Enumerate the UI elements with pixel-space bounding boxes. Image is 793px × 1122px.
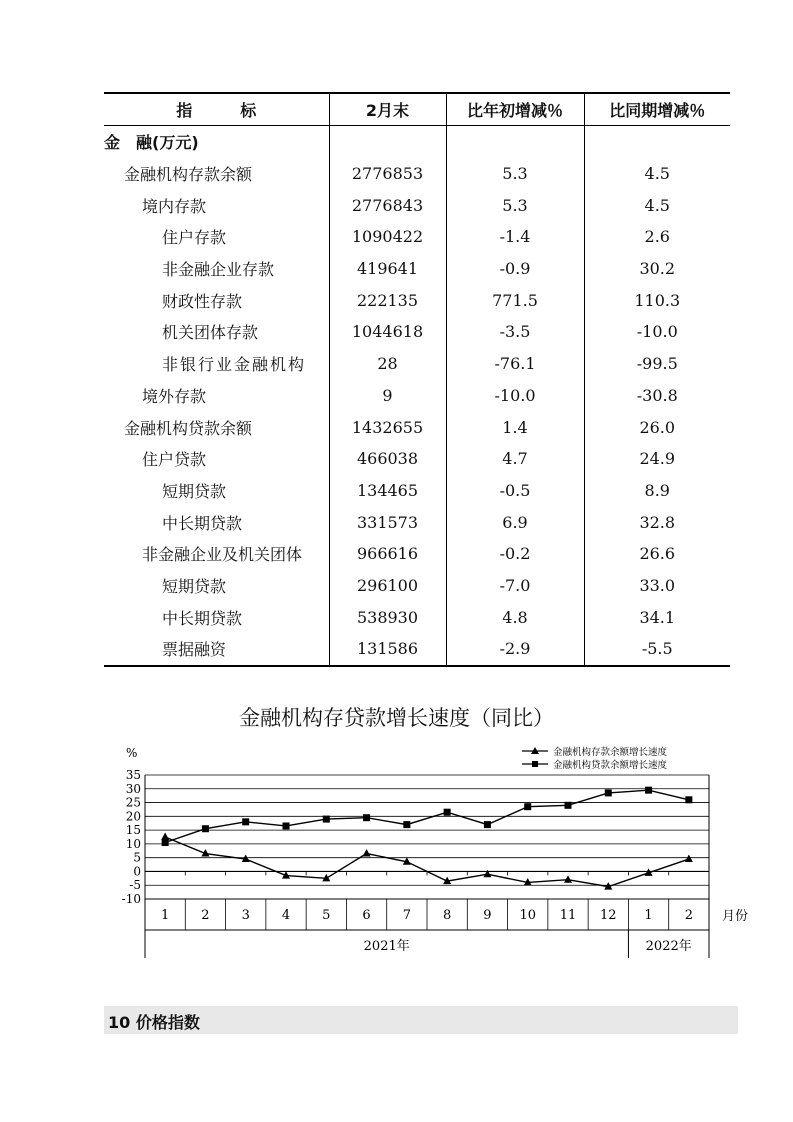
header-indicator: 指 标 [104,93,329,126]
loan-point [565,802,572,809]
row-yoy-change: 32.8 [584,506,730,538]
header-ytd-change: 比年初增减％ [446,93,584,126]
deposit-point [161,833,169,841]
row-yoy-change: -99.5 [584,348,730,380]
row-name: 境内存款 [142,196,207,216]
row-yoy-change: 30.2 [584,253,730,285]
section-heading-bar [104,1006,738,1034]
row-yoy-change: 110.3 [584,284,730,316]
row-name: 财政性存款 [162,291,243,311]
row-ytd-change: -1.4 [446,221,584,253]
row-value: 222135 [329,284,446,316]
row-ytd-change: 5.3 [446,189,584,221]
row-value: 538930 [329,601,446,633]
row-yoy-change: 26.6 [584,538,730,570]
row-ytd-change: -10.0 [446,380,584,412]
row-name: 住户贷款 [142,450,207,470]
year-label: 2021年 [363,939,410,954]
header-feb-end: 2月末 [329,93,446,126]
y-axis-label: % [126,746,138,760]
row-yoy-change: -30.8 [584,380,730,412]
x-tick-label: 9 [483,908,492,923]
row-ytd-change: -0.9 [446,253,584,285]
loan-point [283,822,290,829]
row-value: 331573 [329,506,446,538]
y-tick-label: 25 [125,795,141,810]
year-label: 2022年 [645,939,692,954]
section-heading: 10 价格指数 [108,1013,200,1032]
x-tick-label: 6 [362,908,371,923]
row-value: 1090422 [329,221,446,253]
loan-point [685,796,692,803]
section-label: 金 融(万元) [104,133,199,153]
row-value: 9 [329,380,446,412]
deposit-point [685,855,693,863]
y-tick-label: 15 [125,823,141,838]
row-name: 非银行业金融机构 [162,355,307,375]
row-ytd-change: 1.4 [446,411,584,443]
row-value: 1432655 [329,411,446,443]
loan-point [524,803,531,810]
x-tick-label: 12 [600,908,617,923]
row-value: 966616 [329,538,446,570]
row-value: 419641 [329,253,446,285]
row-yoy-change: 4.5 [584,158,730,190]
loan-point [242,818,249,825]
row-name: 金融机构存款余额 [124,165,253,185]
x-tick-label: 7 [402,908,411,923]
x-tick-label: 2 [684,908,693,923]
y-tick-label: 0 [133,864,141,879]
row-name: 短期贷款 [162,576,227,596]
x-tick-label: 10 [519,908,536,923]
row-value: 2776853 [329,158,446,190]
deposit-point [483,870,491,878]
row-value: 296100 [329,570,446,602]
row-ytd-change: 6.9 [446,506,584,538]
y-tick-label: 20 [125,809,141,824]
y-tick-label: -10 [121,892,141,906]
row-yoy-change: 8.9 [584,475,730,507]
row-ytd-change: -3.5 [446,316,584,348]
y-tick-label: 35 [125,768,141,782]
y-tick-label: 10 [125,836,141,851]
legend-label: 金融机构贷款余额增长速度 [553,760,668,771]
x-tick-label: 11 [559,908,577,923]
row-yoy-change: 2.6 [584,221,730,253]
row-ytd-change: -2.9 [446,633,584,666]
row-ytd-change: 4.7 [446,443,584,475]
row-value: 2776843 [329,189,446,221]
loan-point [444,809,451,816]
row-yoy-change: 4.5 [584,189,730,221]
row-value: 134465 [329,475,446,507]
x-axis-label: 月份 [722,909,749,924]
loan-point [605,789,612,796]
row-yoy-change: 26.0 [584,411,730,443]
row-value: 466038 [329,443,446,475]
row-ytd-change: 5.3 [446,158,584,190]
row-ytd-change: -0.5 [446,475,584,507]
y-tick-label: 5 [133,850,141,865]
loan-point [202,825,209,832]
row-name: 中长期贷款 [162,513,243,533]
row-name: 非金融企业存款 [162,260,275,280]
x-tick-label: 2 [201,908,210,923]
row-name: 金融机构贷款余额 [124,418,253,438]
row-name: 票据融资 [104,633,329,666]
row-yoy-change: 24.9 [584,443,730,475]
header-yoy-change: 比同期增减％ [584,93,730,126]
x-tick-label: 5 [322,908,331,923]
loan-point [162,839,169,846]
row-name: 机关团体存款 [162,323,259,343]
x-tick-label: 1 [644,908,653,923]
y-tick-label: 30 [125,781,141,796]
loan-point [484,821,491,828]
row-name: 短期贷款 [162,481,227,501]
loan-point [645,787,652,794]
x-tick-label: 1 [161,908,170,923]
row-value: 1044618 [329,316,446,348]
row-yoy-change: 34.1 [584,601,730,633]
row-name: 中长期贷款 [162,608,243,628]
legend-square-icon [532,761,538,767]
loan-point [403,821,410,828]
x-tick-label: 4 [281,908,291,923]
row-name: 非金融企业及机关团体 [142,545,303,565]
loan-point [363,814,370,821]
y-tick-label: -5 [129,878,141,893]
row-ytd-change: 771.5 [446,284,584,316]
x-tick-label: 8 [443,908,452,923]
row-yoy-change: -5.5 [584,633,730,666]
row-name: 境外存款 [142,386,207,406]
row-ytd-change: -7.0 [446,570,584,602]
loan-point [323,816,330,823]
row-yoy-change: 33.0 [584,570,730,602]
row-value: 131586 [329,633,446,666]
row-name: 住户存款 [162,228,227,248]
row-ytd-change: -0.2 [446,538,584,570]
chart-title: 金融机构存贷款增长速度（同比） [239,706,554,730]
deposit-point [363,849,371,857]
row-ytd-change: 4.8 [446,601,584,633]
x-tick-label: 3 [241,908,250,923]
row-value: 28 [329,348,446,380]
deposit-point [564,875,572,883]
row-yoy-change: -10.0 [584,316,730,348]
row-ytd-change: -76.1 [446,348,584,380]
legend-label: 金融机构存款余额增长速度 [553,747,668,758]
